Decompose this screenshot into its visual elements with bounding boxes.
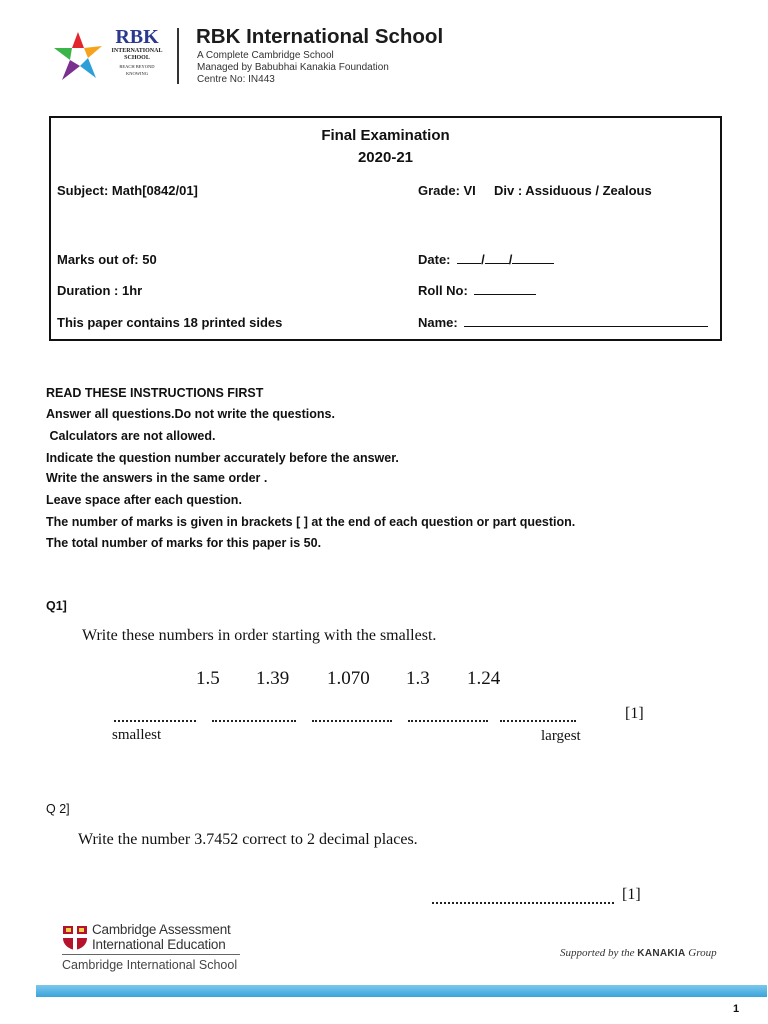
header-divider: [177, 28, 179, 84]
cambridge-shield-icon: [62, 925, 88, 951]
logo-tagline-1: REACH BEYOND: [119, 64, 155, 69]
date-month-blank[interactable]: [485, 252, 509, 264]
star-logo-icon: [50, 28, 106, 84]
name-field[interactable]: [418, 315, 708, 330]
pages-note: This paper contains 18 printed sides: [57, 315, 283, 330]
instruction-item: Leave space after each question.: [46, 493, 242, 507]
instruction-item: Answer all questions.Do not write the questions.: [46, 407, 335, 421]
q1-answer-blank-1[interactable]: [114, 718, 196, 722]
q1-answer-blank-3[interactable]: [312, 718, 392, 722]
q1-marks: [1]: [625, 705, 644, 722]
supported-brand: KANAKIA: [637, 948, 686, 959]
q1-number: 1.070: [327, 668, 370, 689]
supported-by: [560, 947, 717, 959]
date-label: Date:: [418, 252, 451, 267]
exam-details-box: [49, 116, 722, 341]
centre-number: Centre No: IN443: [197, 74, 275, 85]
cambridge-line-2: International Education: [92, 937, 226, 952]
roll-no-field[interactable]: [418, 283, 536, 298]
q1-answer-blank-2[interactable]: [212, 718, 296, 722]
school-tagline: A Complete Cambridge School: [197, 50, 334, 61]
q1-answer-blank-5[interactable]: [500, 718, 576, 722]
date-year-blank[interactable]: [512, 252, 554, 264]
date-day-blank[interactable]: [457, 252, 481, 264]
date-field[interactable]: Date: / /: [418, 252, 554, 267]
cambridge-line-1: Cambridge Assessment: [92, 922, 231, 937]
exam-title: Final Examination: [321, 127, 450, 144]
logo-line-2: SCHOOL: [124, 55, 150, 61]
q1-number: 1.39: [256, 668, 290, 689]
name-blank[interactable]: [464, 315, 708, 327]
logo-wordmark: [106, 26, 168, 76]
supported-prefix: Supported by the: [560, 947, 635, 959]
logo-tagline-2: KNOWING: [126, 71, 148, 76]
logo-title: RBK: [115, 26, 159, 48]
q1-label: Q1]: [46, 599, 67, 613]
page-number: 1: [733, 1003, 740, 1015]
roll-no-blank[interactable]: [474, 283, 536, 295]
largest-label: largest: [541, 728, 581, 744]
q2-marks: [1]: [622, 886, 641, 903]
instruction-item: Indicate the question number accurately before the answer.: [46, 451, 399, 465]
roll-no-label: Roll No:: [418, 283, 468, 298]
name-label: Name:: [418, 315, 458, 330]
smallest-label: smallest: [112, 727, 162, 743]
instruction-item: The total number of marks for this paper is 50.: [46, 536, 322, 550]
exam-year: 2020-21: [357, 149, 414, 166]
q1-answer-blank-4[interactable]: [408, 718, 488, 722]
instruction-item: Calculators are not allowed.: [46, 429, 216, 443]
school-name: RBK International School: [196, 25, 444, 48]
q2-label: Q 2]: [46, 802, 70, 816]
supported-suffix: Group: [688, 947, 717, 959]
instruction-item: The number of marks is given in brackets [ ] at the end of each question or part question.: [46, 515, 576, 529]
logo-line-1: INTERNATIONAL: [111, 48, 163, 54]
grade: Grade: VI: [418, 183, 476, 198]
instructions-heading: READ THESE INSTRUCTIONS FIRST: [46, 386, 264, 400]
q1-text: Write these numbers in order starting with the smallest.: [82, 627, 437, 644]
q2-answer-blank[interactable]: [432, 900, 614, 904]
q1-number: 1.24: [467, 668, 501, 689]
subject: Subject: Math[0842/01]: [57, 183, 198, 198]
cambridge-divider: [62, 954, 240, 955]
q1-number: 1.5: [196, 668, 220, 689]
cambridge-school: Cambridge International School: [62, 958, 238, 972]
instruction-item: Write the answers in the same order .: [46, 471, 268, 485]
q1-number: 1.3: [406, 668, 430, 689]
marks-total: Marks out of: 50: [57, 252, 157, 267]
duration: Duration : 1hr: [57, 283, 143, 298]
q2-text: Write the number 3.7452 correct to 2 decimal places.: [78, 831, 418, 848]
division: Div : Assiduous / Zealous: [494, 183, 652, 198]
managed-by: Managed by Babubhai Kanakia Foundation: [197, 62, 389, 73]
school-logo: [50, 26, 170, 86]
footer-bar: [36, 985, 767, 997]
